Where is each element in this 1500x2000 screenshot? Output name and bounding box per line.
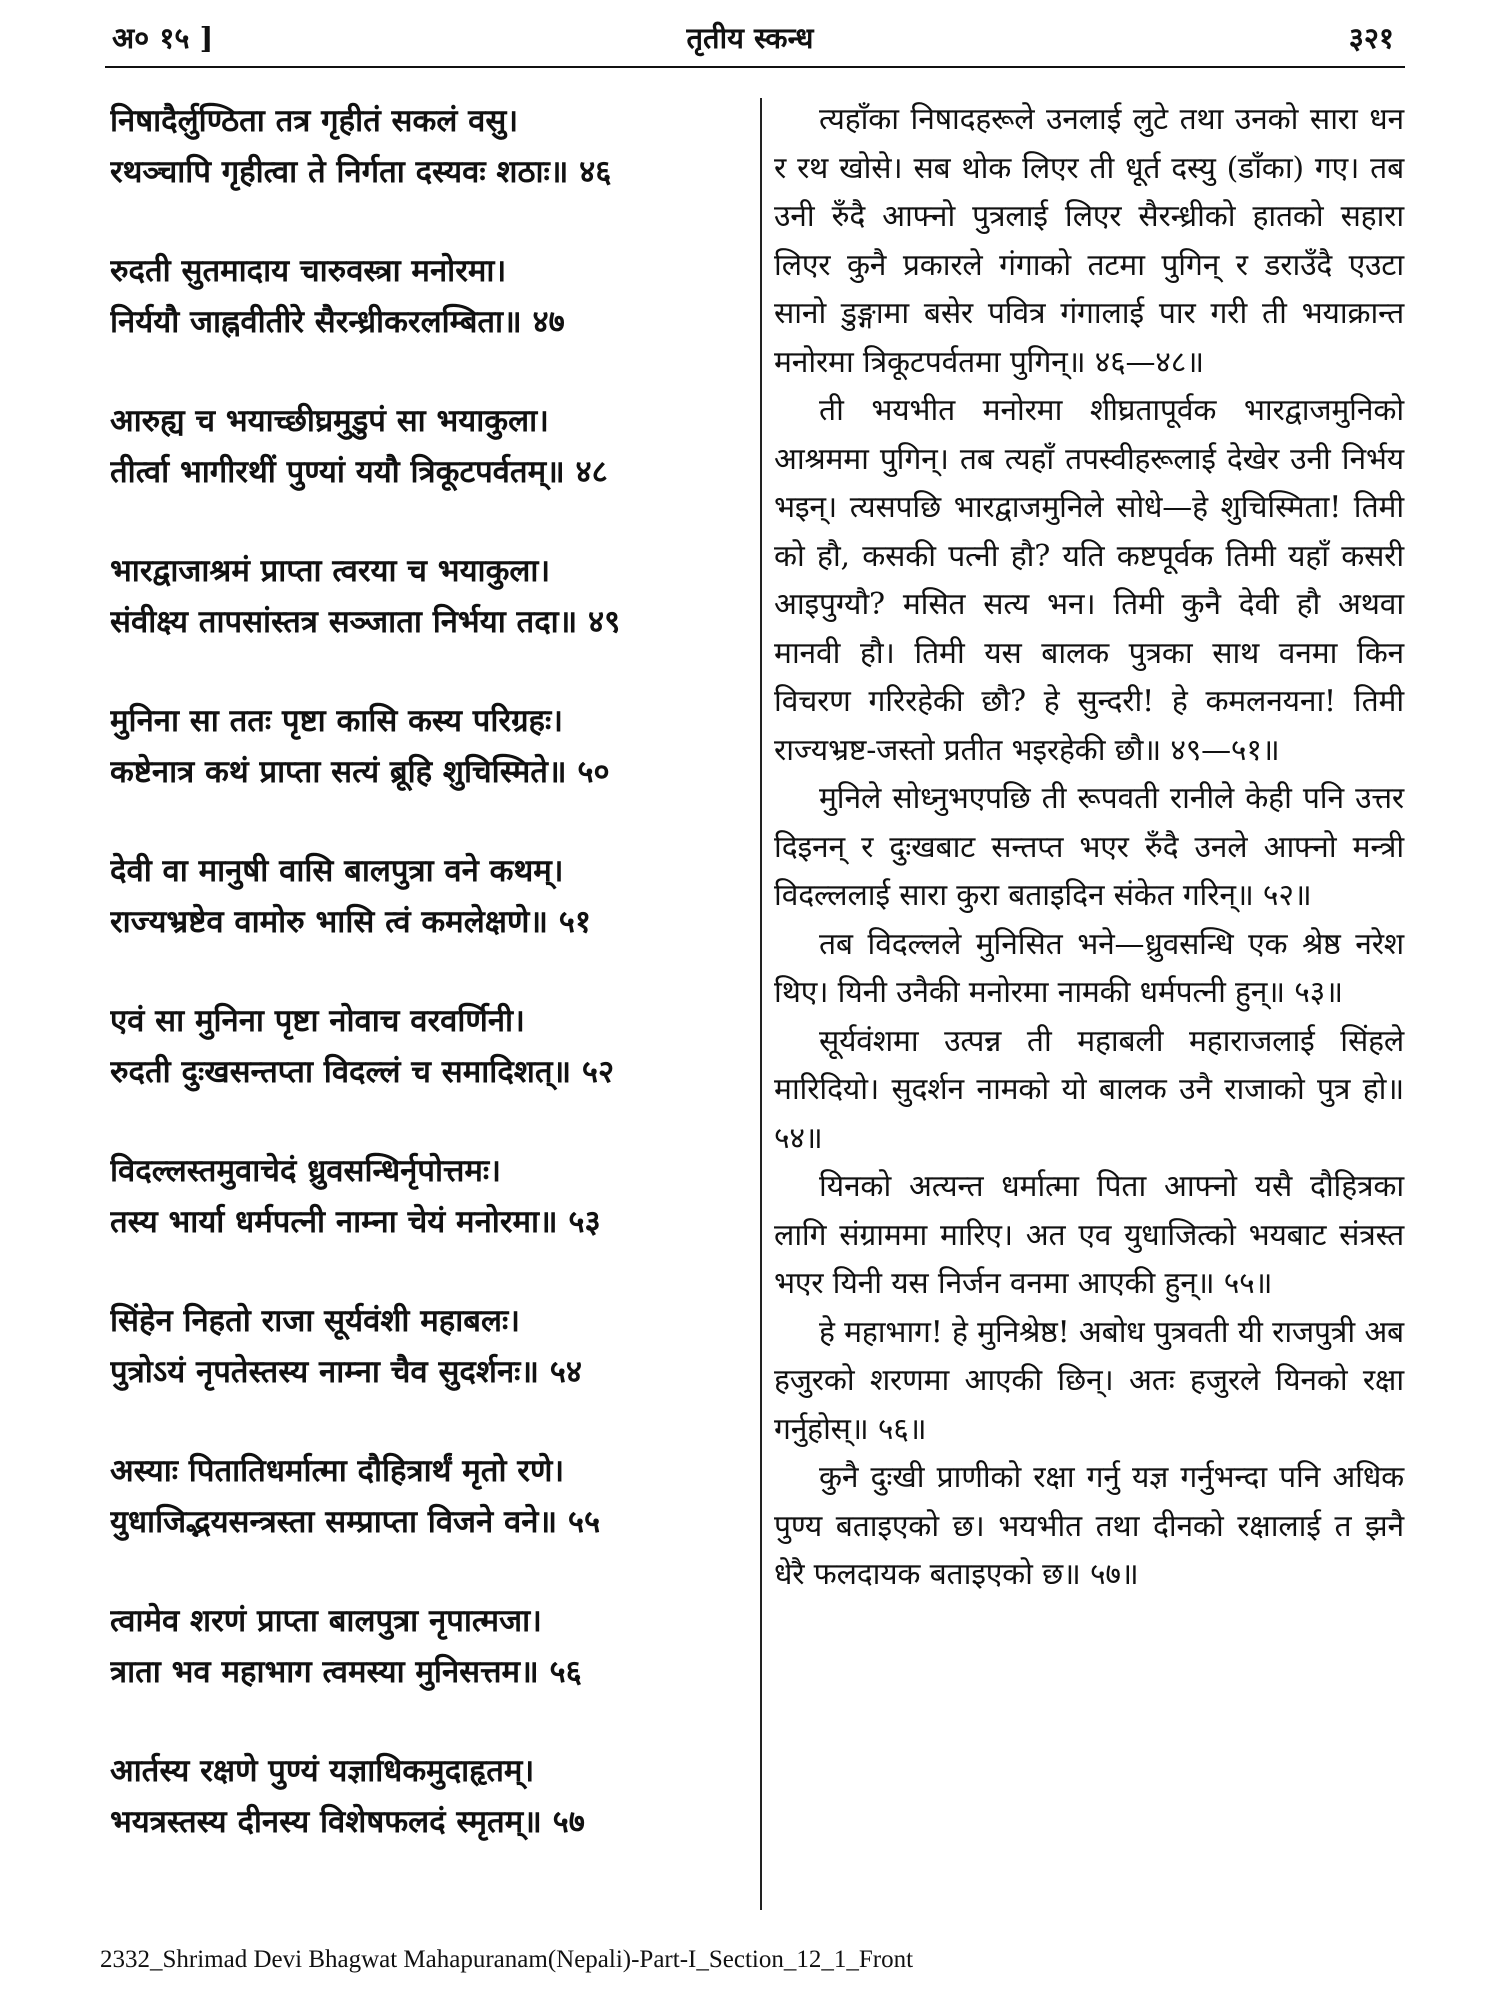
verse-line: विदल्लस्तमुवाचेदं ध्रुवसन्धिर्नृपोत्तमः। — [110, 1153, 501, 1189]
page-number: ३२१ — [1348, 21, 1394, 55]
verse-line: आर्तस्य रक्षणे पुण्यं यज्ञाधिकमुदाहृतम्। — [110, 1753, 535, 1789]
verse-line: राज्यभ्रष्टेव वामोरु भासि त्वं कमलेक्षणे॥ ५१ — [110, 904, 591, 940]
verse-line: रुदती सुतमादाय चारुवस्त्रा मनोरमा। — [110, 253, 507, 289]
verse-49 — [110, 546, 740, 648]
verse-line: मुनिना सा ततः पृष्टा कासि कस्य परिग्रहः। — [110, 703, 564, 739]
translation-paragraph: ती भयभीत मनोरमा शीघ्रतापूर्वक भारद्वाजमुनिको आश्रममा पुगिन्। तब त्यहाँ तपस्वीहरूलाई देखेर उनी निर्भय भइन्। त्यसपछि भारद्वाजमुनिले सोधे—हे शुचिस्मिता! तिमी को हौ, कसकी पत्नी हौ? यति कष्टपूर्वक तिमी यहाँ कसरी आइपुग्यौ? मसित सत्य भन। तिमी कुनै देवी हौ अथवा मानवी हौ। तिमी यस बालक पुत्रका साथ वनमा किन विचरण गरिरहेकी छौ? हे सुन्दरी! हे कमलनयना! तिमी राज्यभ्रष्ट-जस्तो प्रतीत भइरहेकी छौ॥ ४९—५१॥ — [774, 393, 1404, 768]
verse-line: सिंहेन निहतो राजा सूर्यवंशी महाबलः। — [110, 1303, 520, 1339]
verse-50 — [110, 696, 740, 798]
verse-line: कष्टेनात्र कथं प्राप्ता सत्यं ब्रूहि शुचिस्मिते॥ ५० — [110, 754, 610, 790]
verse-line: रुदती दुःखसन्तप्ता विदल्लं च समादिशत्॥ ५२ — [110, 1054, 615, 1090]
nepali-translation-column — [774, 96, 1404, 1600]
verse-line: भयत्रस्तस्य दीनस्य विशेषफलदं स्मृतम्॥ ५७ — [110, 1804, 585, 1840]
verse-line: तीर्त्वा भागीरथीं पुण्यां ययौ त्रिकूटपर्वतम्॥ ४८ — [110, 454, 608, 490]
translation-paragraph: मुनिले सोध्नुभएपछि ती रूपवती रानीले केही पनि उत्तर दिइनन् र दुःखबाट सन्तप्त भएर रुँदै उनले आफ्नो मन्त्री विदल्ललाई सारा कुरा बताइदिन संकेत गरिन्॥ ५२॥ — [774, 781, 1404, 913]
verse-line: निर्ययौ जाह्नवीतीरे सैरन्ध्रीकरलम्बिता॥ ४७ — [110, 304, 565, 340]
verse-51 — [110, 846, 740, 948]
verse-line: देवी वा मानुषी वासि बालपुत्रा वने कथम्। — [110, 853, 564, 889]
verse-line: त्राता भव महाभाग त्वमस्या मुनिसत्तम॥ ५६ — [110, 1654, 582, 1690]
translation-paragraph: हे महाभाग! हे मुनिश्रेष्ठ! अबोध पुत्रवती यी राजपुत्री अब हजुरको शरणमा आएकी छिन्। अतः हजुरले यिनको रक्षा गर्नुहोस्॥ ५६॥ — [774, 1314, 1404, 1447]
translation-paragraph: तब विदल्लले मुनिसित भने—ध्रुवसन्धि एक श्रेष्ठ नरेश थिए। यिनी उनैकी मनोरमा नामकी धर्मपत्नी हुन्॥ ५३॥ — [774, 926, 1404, 1010]
chapter-reference: अ० १५ ] — [112, 21, 214, 55]
verse-line: पुत्रोऽयं नृपतेस्तस्य नाम्ना चैव सुदर्शनः॥ ५४ — [110, 1354, 583, 1390]
translation-paragraph: यिनको अत्यन्त धर्मात्मा पिता आफ्नो यसै दौहित्रका लागि संग्राममा मारिए। अत एव युधाजित्को भयबाट संत्रस्त भएर यिनी यस निर्जन वनमा आएकी हुन्॥ ५५॥ — [774, 1169, 1404, 1301]
verse-57 — [110, 1746, 740, 1848]
sanskrit-verses-column — [110, 96, 740, 1896]
verse-line: भारद्वाजाश्रमं प्राप्ता त्वरया च भयाकुला। — [110, 553, 551, 589]
translation-paragraph: सूर्यवंशमा उत्पन्न ती महाबली महाराजलाई सिंहले मारिदियो। सुदर्शन नामको यो बालक उनै राजाको पुत्र हो॥ ५४॥ — [774, 1023, 1404, 1156]
verse-52 — [110, 996, 740, 1098]
verse-line: एवं सा मुनिना पृष्टा नोवाच वरवर्णिनी। — [110, 1003, 525, 1039]
page-footer: 2332_Shrimad Devi Bhagwat Mahapuranam(Nepali)-Part-I_Section_12_1_Front — [100, 1946, 914, 1973]
verse-line: आरुह्य च भयाच्छीघ्रमुडुपं सा भयाकुला। — [110, 403, 549, 439]
verse-line: तस्य भार्या धर्मपत्नी नाम्ना चेयं मनोरमा॥ ५३ — [110, 1204, 601, 1240]
verse-line: युधाजिद्भयसन्त्रस्ता सम्प्राप्ता विजने वने॥ ५५ — [110, 1504, 601, 1540]
verse-line: निषादैर्लुण्ठिता तत्र गृहीतं सकलं वसु। — [110, 103, 519, 139]
verse-line: रथञ्चापि गृहीत्वा ते निर्गता दस्यवः शठाः॥ ४६ — [110, 154, 612, 190]
translation-paragraph: त्यहाँका निषादहरूले उनलाई लुटे तथा उनको सारा धन र रथ खोसे। सब थोक लिएर ती धूर्त दस्यु (डाँका) गए। तब उनी रुँदै आफ्नो पुत्रलाई लिएर सैरन्ध्रीको हातको सहारा लिएर कुनै प्रकारले गंगाको तटमा पुगिन् र डराउँदै एउटा सानो डुङ्गामा बसेर पवित्र गंगालाई पार गरी ती भयाक्रान्त मनोरमा त्रिकूटपर्वतमा पुगिन्॥ ४६—४८॥ — [774, 102, 1404, 380]
verse-47 — [110, 246, 740, 348]
verse-54 — [110, 1296, 740, 1398]
translation-paragraph: कुनै दुःखी प्राणीको रक्षा गर्नु यज्ञ गर्नुभन्दा पनि अधिक पुण्य बताइएको छ। भयभीत तथा दीनको रक्षालाई त झनै धेरै फलदायक बताइएको छ॥ ५७॥ — [774, 1460, 1404, 1592]
verse-48 — [110, 396, 740, 498]
header-rule — [105, 66, 1405, 68]
section-title: तृतीय स्कन्ध — [686, 21, 814, 55]
verse-46 — [110, 96, 740, 198]
column-divider — [760, 98, 762, 1910]
verse-line: संवीक्ष्य तापसांस्तत्र सञ्जाता निर्भया तदा॥ ४९ — [110, 604, 621, 640]
page-header — [100, 18, 1400, 62]
verse-56 — [110, 1596, 740, 1698]
verse-line: त्वामेव शरणं प्राप्ता बालपुत्रा नृपात्मजा। — [110, 1603, 542, 1639]
verse-53 — [110, 1146, 740, 1248]
verse-line: अस्याः पितातिधर्मात्मा दौहित्रार्थं मृतो रणे। — [110, 1453, 565, 1489]
verse-55 — [110, 1446, 740, 1548]
